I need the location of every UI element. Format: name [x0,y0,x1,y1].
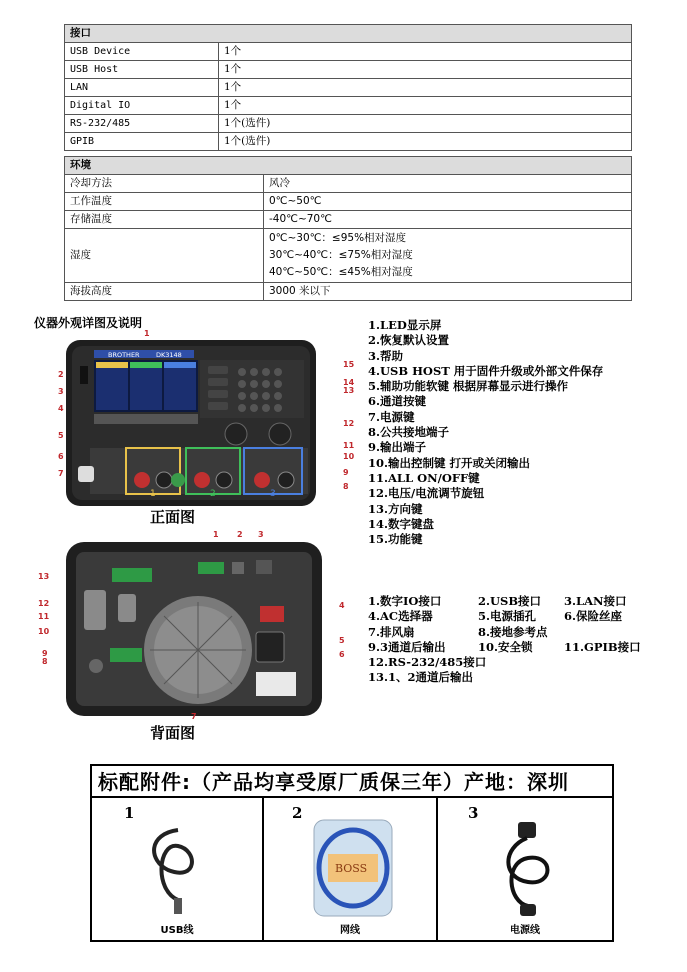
table-row: USB Device 1个 [65,43,632,61]
back-callout-13: 13 [38,572,50,581]
table-row: 冷却方法 风冷 [65,175,632,193]
list-item: 1.LED显示屏 [368,318,442,332]
back-callout-3: 3 [258,530,264,539]
accessories-box [90,764,614,942]
front-legend [368,318,603,547]
list-item: 5.辅助功能软键 根据屏幕显示进行操作 [368,379,569,394]
list-item: 3.帮助 [368,348,404,363]
list-item: 12.电压/电流调节旋钮 [368,486,485,501]
environment-header: 环境 [65,157,632,175]
table-row: RS-232/485 1个(选件) [65,115,632,133]
power-cord-icon [488,818,568,922]
list-item: 4.USB HOST 用于固件升级或外部文件保存 [368,363,604,378]
front-model: DK3148 [156,351,182,359]
table-row: GPIB 1个(选件) [65,133,632,151]
back-caption: 背面图 [150,724,196,742]
list-item: 13.1、2通道后输出 [368,670,474,685]
network-cable-icon [308,814,398,922]
accessory-network-cable: 2 BOSS 网线 [264,798,438,940]
interface-header: 接口 [65,25,632,43]
table-row: 湿度 0℃~30℃：≤95%相对湿度 30℃~40℃：≤75%相对湿度 40℃~50℃：≤45%相对湿度 [65,229,632,283]
list-item: 9.输出端子 [368,440,427,455]
back-callout-5: 5 [339,636,345,645]
list-item: 6.通道按键 [368,394,427,409]
table-row: Digital IO 1个 [65,97,632,115]
back-callout-2: 2 [237,530,243,539]
front-callout-2: 2 [58,370,64,379]
back-panel-image [50,530,362,720]
section-title: 仪器外观详图及说明 [34,316,143,330]
front-callout-14: 14 [343,378,355,387]
front-callout-9: 9 [343,468,349,477]
front-callout-7: 7 [58,469,64,478]
channel-label-2: 2 [210,489,216,499]
table-row: LAN 1个 [65,79,632,97]
front-callout-8: 8 [343,482,349,491]
table-row: USB Host 1个 [65,61,632,79]
front-callout-11: 11 [343,441,355,450]
back-callout-10: 10 [38,627,50,636]
front-callout-1: 1 [144,329,150,338]
front-callout-3: 3 [58,387,64,396]
back-callout-4: 4 [339,601,345,610]
front-caption: 正面图 [150,508,196,526]
front-callout-10: 10 [343,452,355,461]
front-callout-15: 15 [343,360,355,369]
front-brand: BROTHER [108,351,140,359]
list-item: 15.功能键 [368,532,423,547]
back-callout-6: 6 [339,650,345,659]
accessories-title: 标配附件:（产品均享受原厂质保三年）产地：深圳 [92,766,612,798]
list-item: 10.输出控制键 打开或关闭输出 [368,455,531,470]
list-item: 1.数字IO接口 2.USB接口 3.LAN接口 [368,594,627,608]
list-item: 11.ALL ON/OFF键 [368,470,480,485]
list-item: 7.排风扇 8.接地参考点 [368,624,548,639]
back-callout-8: 8 [42,657,48,666]
list-item: 7.电源键 [368,409,415,424]
accessory-usb-cable: 1 USB线 [92,798,264,940]
back-callout-1: 1 [213,530,219,539]
front-callout-5: 5 [58,431,64,440]
front-callout-4: 4 [58,404,64,413]
back-callout-11: 11 [38,612,50,621]
back-callout-9: 9 [42,649,48,658]
accessory-power-cord: 3 电源线 [438,798,612,940]
front-panel-image [50,330,362,510]
usb-cable-icon [138,820,218,920]
list-item: 13.方向键 [368,501,423,516]
list-item: 2.恢复默认设置 [368,333,450,348]
front-callout-13: 13 [343,386,355,395]
bag-label: BOSS [335,862,368,875]
back-callout-12: 12 [38,599,50,608]
front-callout-12: 12 [343,419,355,428]
interface-table [64,24,632,151]
table-row: 工作温度 0℃~50℃ [65,193,632,211]
list-item: 9.3通道后输出 10.安全锁 11.GPIB接口 [368,639,641,654]
channel-label-1: 1 [150,489,156,499]
list-item: 8.公共接地端子 [368,425,450,440]
environment-table [64,156,632,301]
channel-label-3: 3 [270,489,276,499]
front-callout-6: 6 [58,452,64,461]
list-item: 4.AC选择器 5.电源插孔 6.保险丝座 [368,609,623,624]
back-legend [368,594,641,686]
table-row: 存储温度 -40℃~70℃ [65,211,632,229]
table-row: 海拔高度 3000 米以下 [65,283,632,301]
list-item: 12.RS-232/485接口 [368,655,487,670]
back-callout-7: 7 [191,712,197,721]
list-item: 14.数字键盘 [368,516,435,531]
